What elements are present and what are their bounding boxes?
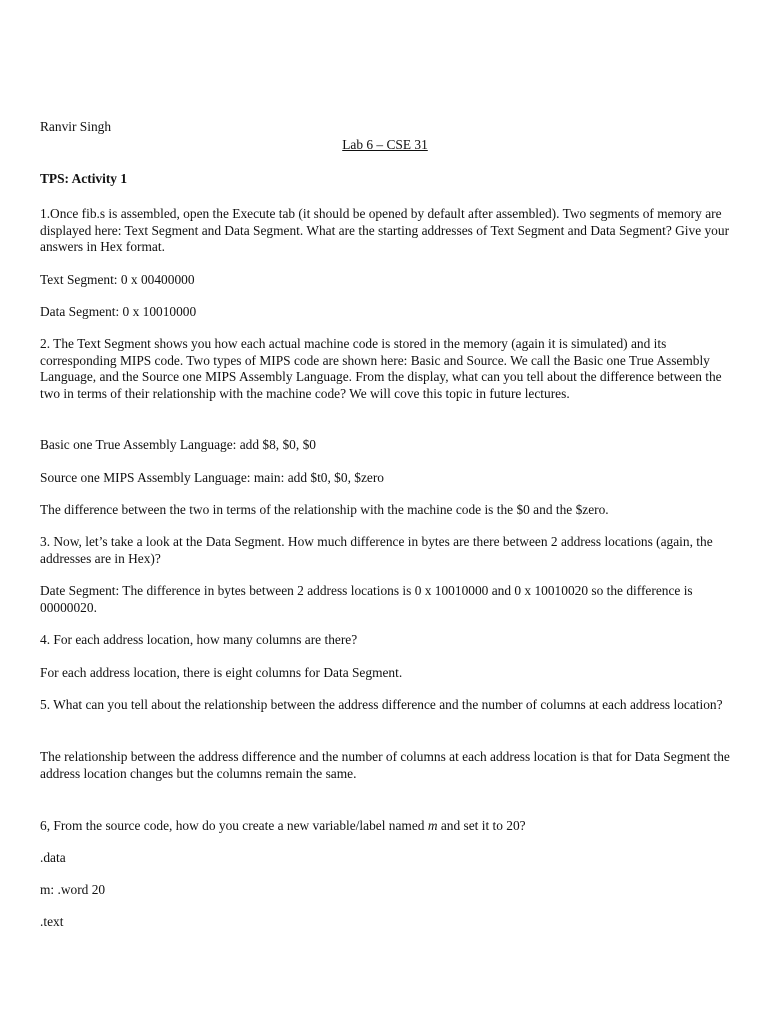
question-2: 2. The Text Segment shows you how each actual machine code is stored in the memory (again it is simulated) and its corresponding MIPS code. Two types of MIPS code are shown here: Basic and Source. We call the Basic one True Assembly Language, and the Source one MIPS Assembly Language. From the display, what can you tell about the difference between the two in terms of their relationship with the machine code? We will cove this topic in future lectures. — [40, 336, 722, 401]
document-page — [40, 0, 730, 1024]
question-5: 5. What can you tell about the relationship between the address difference and the number of columns at each address location? — [40, 697, 723, 712]
question-3: 3. Now, let’s take a look at the Data Segment. How much difference in bytes are there between 2 address locations (again, the addresses are in Hex)? — [40, 534, 713, 566]
section-heading: TPS: Activity 1 — [40, 171, 128, 186]
document-title-text: Lab 6 – CSE 31 — [342, 137, 428, 152]
answer-3: Date Segment: The difference in bytes between 2 address locations is 0 x 10010000 and 0 x 10010020 so the difference is 00000020. — [40, 583, 693, 615]
answer-1-text-segment: Text Segment: 0 x 00400000 — [40, 272, 195, 287]
question-6-variable: m — [427, 818, 438, 833]
document-title — [40, 137, 730, 154]
answer-4: For each address location, there is eight columns for Data Segment. — [40, 665, 403, 680]
question-1: 1.Once fib.s is assembled, open the Execute tab (it should be opened by default after assembled). Two segments of memory are displayed here: Text Segment and Data Segment. What are the starting addresses of Text Segment and Data Segment? Give your answers in Hex format. — [40, 206, 730, 254]
question-4: 4. For each address location, how many columns are there? — [40, 632, 358, 647]
answer-2-difference: The difference between the two in terms of the relationship with the machine code is the $0 and the $zero. — [40, 502, 609, 517]
answer-1-data-segment: Data Segment: 0 x 10010000 — [40, 304, 197, 319]
code-data-directive: .data — [40, 850, 66, 865]
code-m-word: m: .word 20 — [40, 882, 106, 897]
answer-5: The relationship between the address difference and the number of columns at each address location is that for Data Segment the address location changes but the columns remain the same. — [40, 749, 730, 781]
question-6-before: 6, From the source code, how do you create a new variable/label named — [40, 818, 428, 833]
question-6-after: and set it to 20? — [437, 818, 526, 833]
code-text-directive: .text — [40, 914, 64, 929]
question-6 — [40, 818, 730, 835]
author-name: Ranvir Singh — [40, 119, 112, 134]
answer-2-basic: Basic one True Assembly Language: add $8, $0, $0 — [40, 437, 316, 452]
answer-2-source: Source one MIPS Assembly Language: main: add $t0, $0, $zero — [40, 470, 385, 485]
